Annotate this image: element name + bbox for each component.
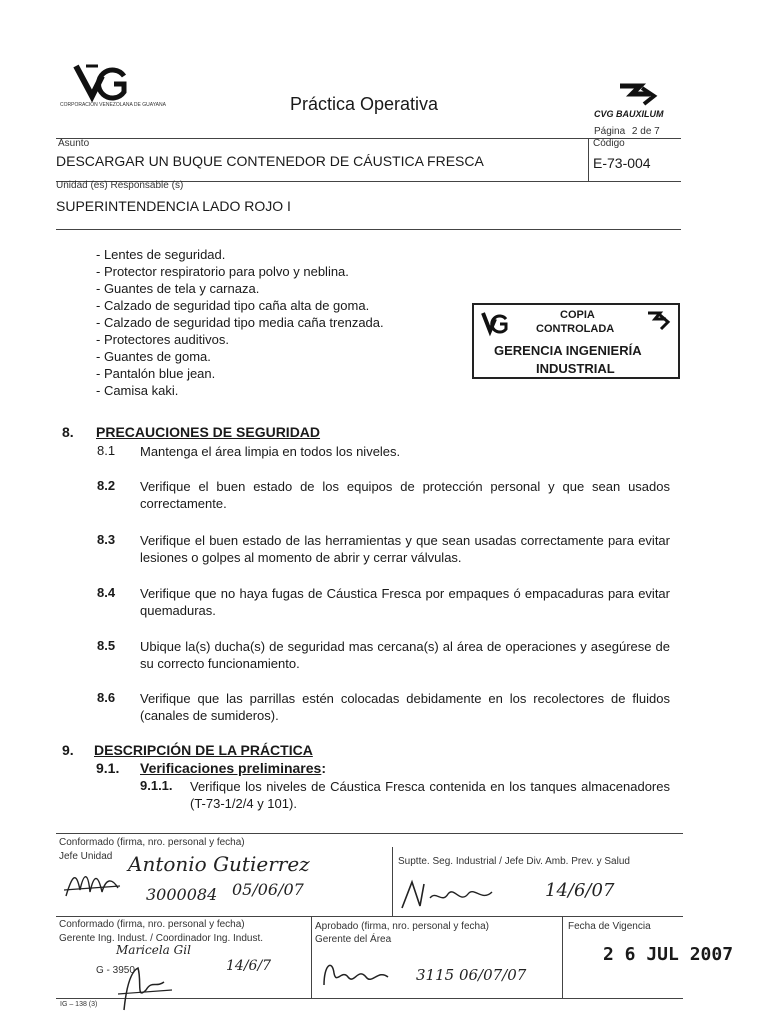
signature-3-code: G - 3950 — [96, 965, 135, 976]
jefe-unidad-label: Jefe Unidad — [59, 851, 113, 862]
document-title: Práctica Operativa — [290, 94, 439, 114]
item-text: Mantenga el área limpia en todos los niveles. — [140, 444, 401, 459]
item-text: Verifique los niveles de Cáustica Fresca contenida en los tanques almacenadores (T-73-1/2/4 y 101). — [190, 779, 670, 811]
item-number: 9.1.1. — [140, 778, 173, 793]
controlled-copy-stamp — [472, 303, 680, 379]
aprobado-label: Aprobado (firma, nro. personal y fecha) — [315, 921, 489, 932]
signature-4-scribble-icon — [318, 955, 408, 991]
list-item: - Pantalón blue jean. — [96, 366, 216, 381]
code-value: E-73-004 — [593, 155, 651, 171]
item-text: Verifique el buen estado de los equipos de protección personal y que sean usados correctamente. — [140, 479, 670, 511]
cvg-logo-text: CORPORACIÓN VENEZOLANA DE GUAYANA — [60, 102, 166, 108]
item-number: 8.5 — [97, 638, 116, 653]
code-label: Código — [593, 138, 625, 149]
signature-2-scribble-icon — [398, 878, 508, 914]
item-text: Verifique que no haya fugas de Cáustica Fresca por empaques ó empacaduras para evitar quemaduras. — [140, 586, 670, 618]
signature-1-number: 3000084 — [146, 885, 218, 904]
list-item: - Calzado de seguridad tipo caña alta de goma. — [96, 298, 370, 313]
stamp-line2: CONTROLADA — [536, 323, 615, 335]
list-item: - Protector respiratorio para polvo y neblina. — [96, 264, 349, 279]
item-number: 8.3 — [97, 532, 116, 547]
page-value: 2 de 7 — [631, 126, 660, 137]
stamp-bauxilum-icon — [642, 309, 674, 335]
supervisor-label: Suptte. Seg. Industrial / Jefe Div. Amb. Prev. y Salud — [398, 856, 630, 867]
form-code: IG – 138 (3) — [60, 1001, 98, 1008]
signature-1-scribble-icon — [62, 866, 122, 902]
conformado-label: Conformado (firma, nro. personal y fecha) — [59, 837, 245, 848]
section-title: DESCRIPCIÓN DE LA PRÁCTICA — [94, 742, 313, 758]
equipment-list — [96, 246, 456, 399]
list-item: - Guantes de tela y carnaza. — [96, 281, 260, 296]
item-number: 8.4 — [97, 585, 116, 600]
cvg-logo-icon — [72, 62, 128, 102]
item-text: Verifique que las parrillas estén colocadas debidamente en los recolectores de fluidos (canales de sumideros). — [140, 691, 670, 723]
signature-1-date: 05/06/07 — [232, 880, 304, 899]
subject-label: Asunto — [58, 138, 90, 149]
stamp-line3: GERENCIA INGENIERÍA — [494, 343, 642, 358]
gerente-area-label: Gerente del Área — [315, 934, 392, 945]
list-item: - Protectores auditivos. — [96, 332, 229, 347]
subsection-title: Verificaciones preliminares: — [140, 760, 326, 776]
gerente-label: Gerente Ing. Indust. / Coordinador Ing. Indust. — [59, 933, 264, 944]
section-number: 9. — [62, 742, 74, 758]
signature-3-name: Maricela Gil — [116, 943, 191, 957]
signature-3-scribble-icon — [112, 960, 222, 1012]
item-number: 8.1 — [97, 443, 116, 458]
section-number: 8. — [62, 424, 74, 440]
vigencia-label: Fecha de Vigencia — [568, 921, 651, 932]
bauxilum-logo-text: CVG BAUXILUM — [594, 109, 664, 119]
subject-value: DESCARGAR UN BUQUE CONTENEDOR DE CÁUSTICA FRESCA — [56, 153, 484, 169]
item-text: Verifique el buen estado de las herramientas y que sean usadas correctamente para evitar lesiones o golpes al momento de abrir y cerrar válvulas. — [140, 533, 670, 565]
cvg-logo — [72, 62, 128, 102]
subsection-title-text: Verificaciones preliminares — [140, 760, 322, 776]
stamp-line1: COPIA — [560, 309, 595, 321]
item-number: 8.6 — [97, 690, 116, 705]
signature-3-date: 14/6/7 — [226, 958, 272, 974]
unit-label: Unidad (es) Responsable (s) — [56, 180, 184, 191]
stamp-line4: INDUSTRIAL — [536, 361, 615, 376]
list-item: - Calzado de seguridad tipo media caña trenzada. — [96, 315, 384, 330]
item-number: 8.2 — [97, 478, 116, 493]
stamp-cvg-icon — [480, 309, 508, 337]
subsection-number: 9.1. — [96, 760, 120, 776]
bauxilum-logo-icon — [606, 82, 666, 108]
signature-4-text: 3115 06/07/07 — [416, 966, 527, 984]
bauxilum-logo — [606, 82, 666, 108]
item-text: Ubique la(s) ducha(s) de seguridad mas cercana(s) al área de operaciones y asegúrese de su correcto funcionamiento. — [140, 639, 670, 671]
list-item: - Guantes de goma. — [96, 349, 211, 364]
signature-2-date: 14/6/07 — [545, 880, 615, 901]
unit-value: SUPERINTENDENCIA LADO ROJO I — [56, 198, 291, 214]
section-title: PRECAUCIONES DE SEGURIDAD — [96, 424, 321, 440]
list-item: - Lentes de seguridad. — [96, 247, 226, 262]
vigencia-value: 2 6 JUL 2007 — [603, 944, 734, 965]
page-label: Página — [594, 126, 626, 137]
conformado-2-label: Conformado (firma, nro. personal y fecha) — [59, 919, 245, 930]
page-indicator — [594, 126, 660, 137]
signature-1-name: Antonio Gutierrez — [128, 852, 310, 876]
list-item: - Camisa kaki. — [96, 383, 179, 398]
